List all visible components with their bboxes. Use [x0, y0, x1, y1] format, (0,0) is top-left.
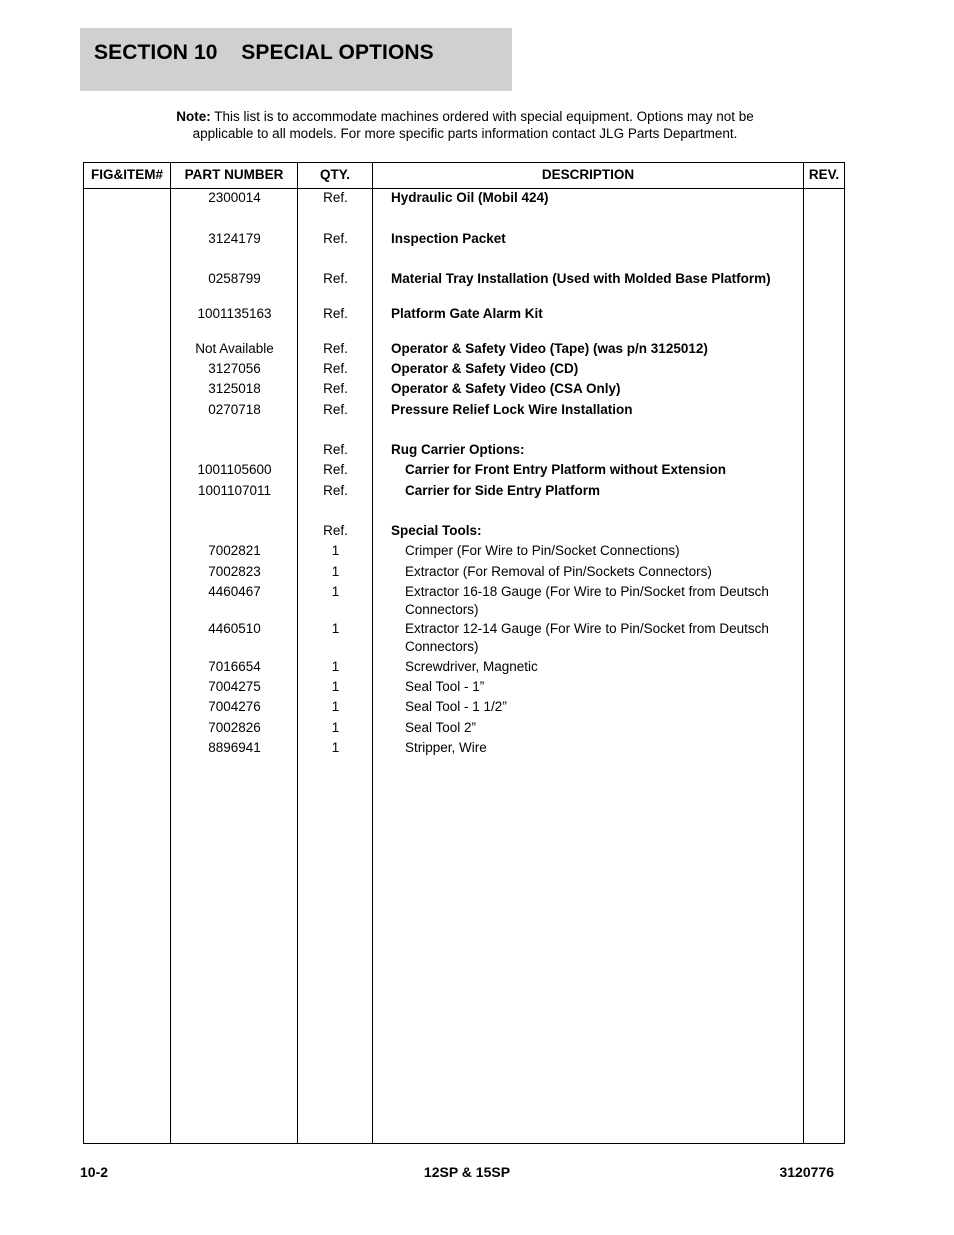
quantity: 1	[331, 720, 340, 735]
quantity: 1	[331, 584, 340, 599]
part-number: 8896941	[208, 740, 261, 755]
description: Seal Tool 2”	[405, 720, 477, 735]
part-number: 7004275	[208, 679, 261, 694]
header-qty: QTY.	[319, 167, 350, 182]
description: Carrier for Side Entry Platform	[405, 483, 601, 498]
quantity: 1	[331, 699, 340, 714]
description: Pressure Relief Lock Wire Installation	[391, 402, 633, 417]
header-fig-item: FIG&ITEM#	[90, 167, 163, 182]
quantity: Ref.	[323, 442, 348, 457]
description: Material Tray Installation (Used with Molded Base Platform)	[391, 271, 771, 286]
quantity: 1	[331, 659, 340, 674]
model-name: 12SP & 15SP	[423, 1164, 511, 1180]
quantity: Ref.	[323, 462, 348, 477]
part-number: 0258799	[208, 271, 261, 286]
description: Extractor (For Removal of Pin/Sockets Connectors)	[405, 564, 712, 579]
description: Carrier for Front Entry Platform without Extension	[405, 462, 727, 477]
quantity: Ref.	[323, 271, 348, 286]
description: Hydraulic Oil (Mobil 424)	[391, 190, 549, 205]
description: Inspection Packet	[391, 231, 506, 246]
section-title: SECTION 10 SPECIAL OPTIONS	[94, 41, 434, 64]
note-label: Note:	[176, 109, 211, 124]
description: Operator & Safety Video (Tape) (was p/n 3125012)	[391, 341, 708, 356]
description: Special Tools:	[391, 523, 482, 538]
note	[150, 108, 780, 142]
header-rev: REV.	[808, 167, 840, 182]
description: Screwdriver, Magnetic	[405, 659, 538, 674]
part-number: 7002823	[208, 564, 261, 579]
column-divider	[803, 163, 804, 1143]
description: Platform Gate Alarm Kit	[391, 306, 543, 321]
quantity: Ref.	[323, 381, 348, 396]
quantity: Ref.	[323, 483, 348, 498]
description: Extractor 12-14 Gauge (For Wire to Pin/Socket from Deutsch Connectors)	[405, 621, 769, 654]
quantity: 1	[331, 740, 340, 755]
quantity: 1	[331, 621, 340, 636]
part-number: 7004276	[208, 699, 261, 714]
part-number: Not Available	[195, 341, 274, 356]
part-number: 7002821	[208, 543, 261, 558]
description: Operator & Safety Video (CSA Only)	[391, 381, 621, 396]
header-part-number: PART NUMBER	[184, 167, 284, 182]
header-description: DESCRIPTION	[541, 167, 635, 182]
part-number: 1001135163	[197, 306, 272, 321]
description: Crimper (For Wire to Pin/Socket Connections)	[405, 543, 680, 558]
description: Operator & Safety Video (CD)	[391, 361, 579, 376]
quantity: 1	[331, 679, 340, 694]
quantity: Ref.	[323, 231, 348, 246]
page-number: 10-2	[80, 1164, 109, 1180]
part-number: 3124179	[208, 231, 261, 246]
part-number: 0270718	[208, 402, 261, 417]
part-number: 1001107011	[197, 483, 272, 498]
part-number: 2300014	[208, 190, 261, 205]
description: Seal Tool - 1”	[405, 679, 485, 694]
part-number: 4460510	[208, 621, 261, 636]
description: Rug Carrier Options:	[391, 442, 525, 457]
quantity: 1	[331, 564, 340, 579]
document-number: 3120776	[779, 1164, 834, 1180]
quantity: Ref.	[323, 306, 348, 321]
quantity: Ref.	[323, 190, 348, 205]
part-number: 1001105600	[197, 462, 272, 477]
part-number: 3127056	[208, 361, 261, 376]
part-number: 7016654	[208, 659, 261, 674]
note-text: This list is to accommodate machines ordered with special equipment. Options may not be applicable to all models. For more specific parts information contact JLG Parts Department.	[192, 109, 754, 141]
parts-table	[83, 162, 845, 1144]
quantity: Ref.	[323, 361, 348, 376]
description: Seal Tool - 1 1/2”	[405, 699, 507, 714]
quantity: Ref.	[323, 402, 348, 417]
quantity: Ref.	[323, 341, 348, 356]
part-number: 4460467	[208, 584, 261, 599]
quantity: 1	[331, 543, 340, 558]
section-header	[80, 28, 512, 91]
part-number: 3125018	[208, 381, 261, 396]
part-number: 7002826	[208, 720, 261, 735]
description: Extractor 16-18 Gauge (For Wire to Pin/Socket from Deutsch Connectors)	[405, 584, 769, 617]
quantity: Ref.	[323, 523, 348, 538]
description: Stripper, Wire	[405, 740, 487, 755]
